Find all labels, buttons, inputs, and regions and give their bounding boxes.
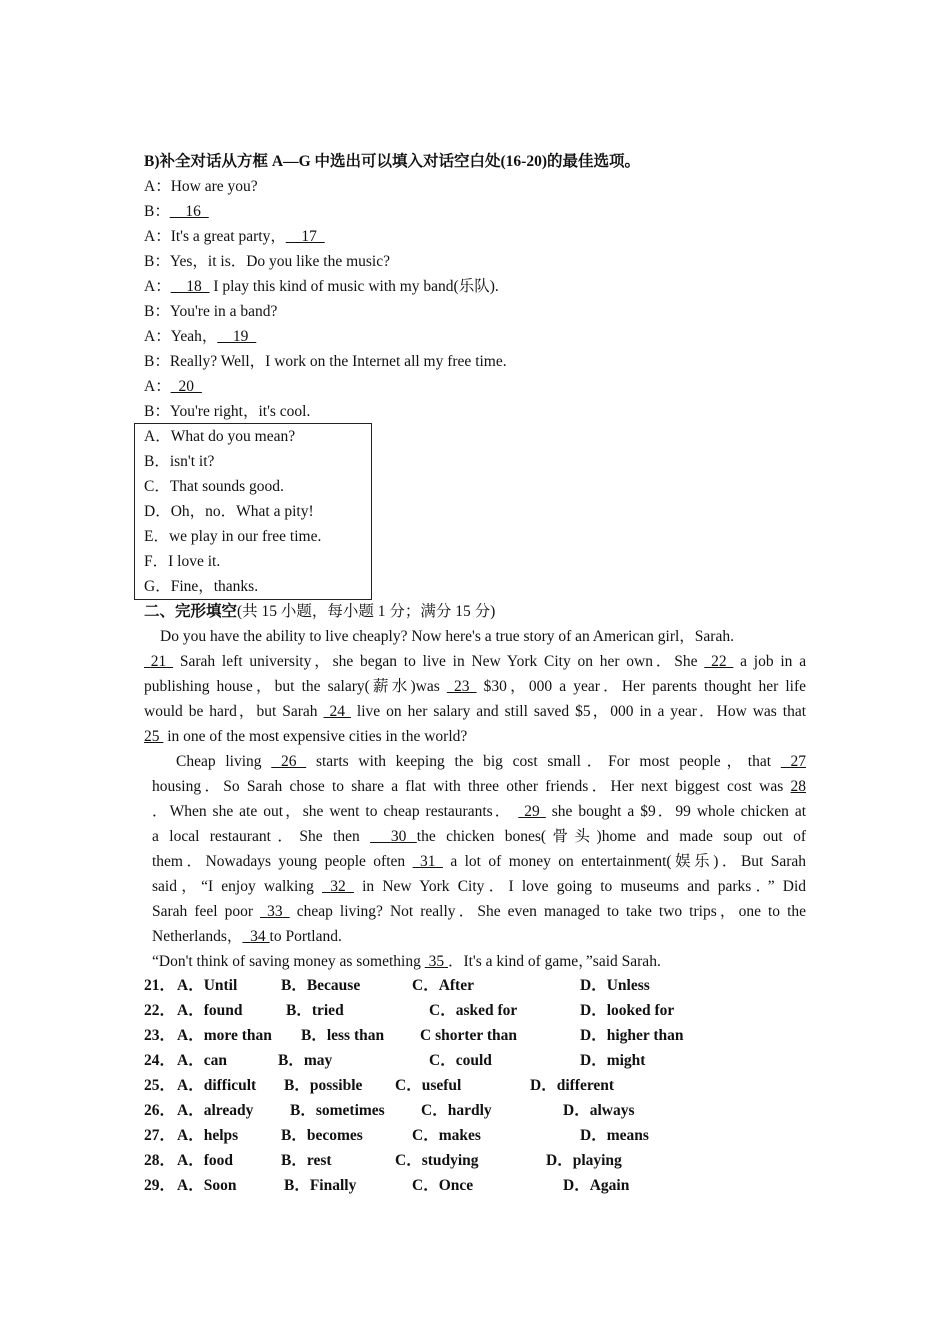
dialogue-line [144, 324, 256, 349]
speaker: B： [144, 403, 170, 420]
choice-b: B．Finally [284, 1177, 357, 1194]
choice-c: C．useful [395, 1077, 462, 1094]
blank-34: 34 [250, 928, 266, 945]
choice-a: A．difficult [177, 1077, 257, 1094]
choice-c: C．After [412, 977, 474, 994]
dialogue-text: Yeah， [170, 328, 218, 345]
blank-33: 33 [267, 903, 283, 920]
section-b-heading: B)补全对话从方框 A—G 中选出可以填入对话空白处(16-20)的最佳选项。 [144, 153, 640, 170]
speaker: A： [144, 328, 171, 345]
passage-line: ．When she ate out，she went to cheap restaurants． 29 she bought a $9．99 whole chicken at [152, 803, 807, 820]
dialogue-line [144, 399, 310, 424]
choice-b: B．tried [286, 1002, 344, 1019]
choice-a: A．more than [177, 1027, 272, 1044]
option-c: C．That sounds good. [144, 478, 284, 495]
dialogue-line [144, 249, 390, 274]
blank-26: 26 [280, 753, 297, 770]
choice-a: A．found [177, 1002, 243, 1019]
passage-line: “Don't think of saving money as something 35 ．It's a kind of game，”said Sarah. [152, 953, 661, 970]
speaker: B： [144, 203, 170, 220]
blank-35: 35 [428, 953, 445, 970]
choice-b: B．possible [284, 1077, 363, 1094]
blank-24: 24 [329, 703, 345, 720]
choice-a: A．Soon [177, 1177, 237, 1194]
speaker: A： [144, 378, 171, 395]
blank-21: 21 [150, 653, 167, 670]
choice-d: D．different [530, 1077, 615, 1094]
blank-23: 23 [453, 678, 470, 695]
dialogue-line [144, 299, 277, 324]
section-2-heading [144, 599, 495, 624]
passage-line: said，“I enjoy walking 32 in New York City．I love going to museums and parks．” Did [152, 878, 807, 895]
choice-c: C．asked for [429, 1002, 518, 1019]
dialogue-text: You're right，it's cool. [169, 403, 311, 420]
choice-b: B．Because [281, 977, 361, 994]
question-number: 28． [144, 1152, 176, 1169]
dialogue-line [144, 374, 202, 399]
choice-c: C shorter than [420, 1027, 518, 1044]
passage-line: Do you have the ability to live cheaply? Now here's a true story of an American girl，Sarah. [160, 628, 734, 645]
blank-28: 28 [790, 778, 807, 795]
choice-d: D．always [563, 1102, 635, 1119]
blank-25: 25 [144, 728, 160, 745]
question-number: 23． [144, 1027, 176, 1044]
passage-line: Netherlands， 34 to Portland. [152, 928, 342, 945]
speaker: B： [144, 353, 170, 370]
choice-c: C．could [429, 1052, 492, 1069]
choice-b: B．becomes [281, 1127, 363, 1144]
choice-c: C．hardly [421, 1102, 492, 1119]
dialogue-text: You're in a band? [169, 303, 278, 320]
choice-c: C．Once [412, 1177, 474, 1194]
passage-line: 21 Sarah left university，she began to live in New York City on her own．She 22 a job in a [144, 649, 806, 674]
blank-17: __17_ [285, 228, 325, 245]
dialogue-line [144, 174, 258, 199]
dialogue-line [144, 349, 507, 374]
choice-a: A．can [177, 1052, 227, 1069]
question-number: 25． [144, 1077, 176, 1094]
choice-d: D．looked for [580, 1002, 675, 1019]
choice-d: D．Unless [580, 977, 650, 994]
question-number: 24． [144, 1052, 176, 1069]
passage-line: them．Nowadays young people often 31 a lot of money on entertainment(娱乐)．But Sarah [152, 853, 807, 870]
choice-b: B．rest [281, 1152, 332, 1169]
choice-a: A．helps [177, 1127, 239, 1144]
blank-19: __19_ [217, 328, 257, 345]
choice-d: D．playing [546, 1152, 622, 1169]
question-number: 21． [144, 977, 176, 994]
choice-a: A．already [177, 1102, 254, 1119]
speaker: B： [144, 253, 170, 270]
section-2-note: (共 15 小题，每小题 1 分；满分 15 分) [237, 603, 496, 620]
dialogue-line [144, 224, 325, 249]
passage-line: publishing house，but the salary(薪水)was 23 $30，000 a year．Her parents thought her life [144, 678, 807, 695]
blank-22: 22 [711, 653, 727, 670]
speaker: A： [144, 228, 171, 245]
choice-d: D．higher than [580, 1027, 684, 1044]
passage-line: Cheap living 26 starts with keeping the big cost small．For most people，that 27 [176, 753, 807, 770]
dialogue-text: Yes，it is．Do you like the music? [169, 253, 390, 270]
question-number: 27． [144, 1127, 176, 1144]
passage-line: housing．So Sarah chose to share a flat with three other friends．Her next biggest cost was 28 [152, 778, 807, 795]
option-a: A．What do you mean? [144, 428, 296, 445]
speaker: B： [144, 303, 170, 320]
speaker: A： [144, 178, 171, 195]
option-f: F．I love it. [144, 553, 221, 570]
choice-b: B．sometimes [290, 1102, 385, 1119]
dialogue-text: I play this kind of music with my band(乐队). [209, 278, 499, 295]
blank-18: __18_ [170, 278, 210, 295]
choice-a: A．Until [177, 977, 238, 994]
speaker: A： [144, 278, 171, 295]
choice-d: D．might [580, 1052, 646, 1069]
blank-16: __16_ [169, 203, 209, 220]
passage-line: Sarah feel poor 33 cheap living? Not really．She even managed to take two trips，one to the [152, 903, 807, 920]
dialogue-text: How are you? [170, 178, 258, 195]
option-e: E．we play in our free time. [144, 528, 322, 545]
choice-b: B．may [278, 1052, 333, 1069]
option-d: D．Oh，no．What a pity! [144, 503, 314, 520]
blank-30: 30 [390, 828, 407, 845]
dialogue-line [144, 199, 209, 224]
choice-a: A．food [177, 1152, 233, 1169]
blank-27: 27 [790, 753, 807, 770]
dialogue-line [144, 274, 499, 299]
dialogue-text: It's a great party， [170, 228, 286, 245]
option-b: B．isn't it? [144, 453, 215, 470]
passage-line: a local restaurant．She then 30 the chicken bones(骨头)home and made soup out of [152, 828, 807, 845]
choice-c: C．makes [412, 1127, 481, 1144]
section-2-title: 二、完形填空 [144, 603, 238, 620]
question-number: 29． [144, 1177, 176, 1194]
dialogue-text: Really? Well，I work on the Internet all my free time. [169, 353, 507, 370]
choice-b: B．less than [301, 1027, 385, 1044]
option-g: G．Fine，thanks. [144, 578, 259, 595]
choice-d: D．means [580, 1127, 649, 1144]
passage-line: 25 in one of the most expensive cities in the world? [144, 728, 468, 745]
choice-c: C．studying [395, 1152, 479, 1169]
blank-20: _20_ [170, 378, 202, 395]
question-number: 26． [144, 1102, 176, 1119]
blank-32: 32 [330, 878, 346, 895]
passage-line: would be hard，but Sarah 24 live on her salary and still saved $5，000 in a year．How was that [144, 703, 807, 720]
question-number: 22． [144, 1002, 176, 1019]
blank-31: 31 [419, 853, 436, 870]
choice-d: D．Again [563, 1177, 630, 1194]
blank-29: 29 [524, 803, 540, 820]
